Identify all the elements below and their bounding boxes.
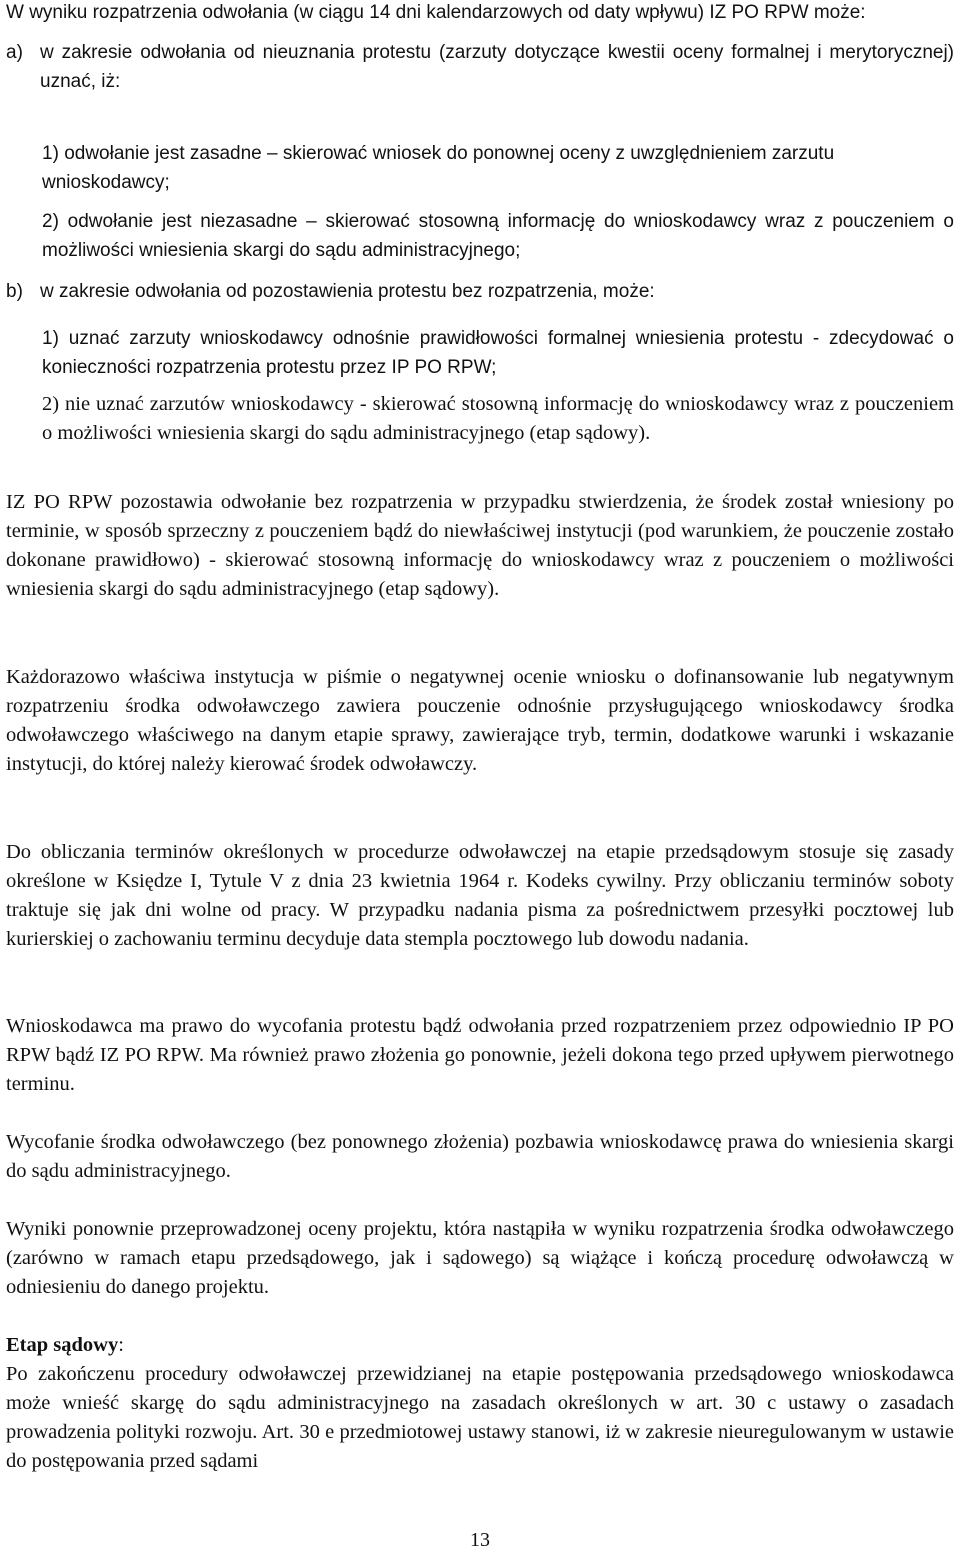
section-a-item-2-text: odwołanie jest niezasadne – skierować stosowną informację do wnioskodawcy wraz z pouczeniem o możliwości wniesienia skargi do sądu administracyjnego; [42, 211, 954, 261]
paragraph-5: Wycofanie środka odwoławczego (bez ponownego złożenia) pozbawia wnioskodawcę prawa do wniesienia skargi do sądu administracyjnego. [6, 1131, 954, 1182]
section-b-item-2-num: 2) [42, 393, 60, 415]
section-a-label: a) [6, 42, 23, 63]
etap-heading: Etap sądowy [6, 1334, 119, 1356]
section-a-item-1-text: odwołanie jest zasadne – skierować wniosek do ponownej oceny z uwzględnieniem zarzutu wnioskodawcy; [42, 143, 835, 193]
intro-paragraph: W wyniku rozpatrzenia odwołania (w ciągu 14 dni kalendarzowych od daty wpływu) IZ PO RPW może: [6, 2, 866, 23]
section-b-text: w zakresie odwołania od pozostawienia protestu bez rozpatrzenia, może: [40, 281, 655, 302]
paragraph-6: Wyniki ponownie przeprowadzonej oceny projektu, która nastąpiła w wyniku rozpatrzenia środka odwoławczego (zarówno w ramach etapu przedsądowego, jak i sądowego) są wiążące i kończą procedurę odwoławczą w odniesieniu do danego projektu. [6, 1218, 954, 1298]
section-a-item-1 [42, 139, 954, 197]
etap-heading-line [6, 1331, 954, 1360]
section-b-item-1 [42, 324, 954, 382]
section-a-text: w zakresie odwołania od nieuznania protestu (zarzuty dotyczące kwestii oceny formalnej i merytorycznej) uznać, iż: [40, 42, 954, 92]
paragraph-2: Każdorazowo właściwa instytucja w piśmie o negatywnej ocenie wniosku o dofinansowanie lub negatywnym rozpatrzeniu środka odwoławczego zawiera pouczenie odnośnie przysługującego wnioskodawcy środka odwoławczego właściwego na danym etapie sprawy, zawierające tryb, termin, dodatkowe warunki i wskazanie instytucji, do której należy kierować środek odwoławczy. [6, 666, 954, 775]
section-b-label: b) [6, 281, 23, 302]
section-a-item-2 [42, 207, 954, 265]
etap-text: Po zakończenu procedury odwoławczej przewidzianej na etapie postępowania przedsądowego wnioskodawca może wnieść skargę do sądu administracyjnego na zasadach określonych w art. 30 c ustawy o zasadach prowadzenia polityki rozwoju. Art. 30 e przedmiotowej ustawy stanowi, iż w zakresie nieuregulowanym w ustawie do postępowania przed sądami [6, 1363, 954, 1472]
section-b-item-1-num: 1) [42, 328, 59, 349]
section-b-item-1-text: uznać zarzuty wnioskodawcy odnośnie prawidłowości formalnej wniesienia protestu - zdecydować o konieczności rozpatrzenia protestu przez IP PO RPW; [42, 328, 955, 378]
section-b-item-2 [42, 390, 954, 448]
paragraph-4: Wnioskodawca ma prawo do wycofania protestu bądź odwołania przed rozpatrzeniem przez odpowiednio IP PO RPW bądź IZ PO RPW. Ma również prawo złożenia go ponownie, jeżeli dokona tego przed upływem pierwotnego terminu. [6, 1015, 954, 1095]
paragraph-3: Do obliczania terminów określonych w procedurze odwoławczej na etapie przedsądowym stosuje się zasady określone w Księdze I, Tytule V z dnia 23 kwietnia 1964 r. Kodeks cywilny. Przy obliczaniu terminów soboty traktuje się jak dni wolne od pracy. W przypadku nadania pisma za pośrednictwem przesyłki pocztowej lub kurierskiej o zachowaniu terminu decyduje data stempla pocztowego lub dowodu nadania. [6, 841, 954, 950]
section-a-item-2-num: 2) [42, 211, 59, 232]
paragraph-1: IZ PO RPW pozostawia odwołanie bez rozpatrzenia w przypadku stwierdzenia, że środek został wniesiony po terminie, w sposób sprzeczny z pouczeniem bądź do niewłaściwej instytucji (pod warunkiem, że pouczenie zostało dokonane prawidłowo) - skierować stosowną informację do wnioskodawcy wraz z pouczeniem o możliwości wniesienia skargi do sądu administracyjnego (etap sądowy). [6, 491, 954, 600]
etap-heading-colon: : [118, 1334, 124, 1356]
section-a-item-1-num: 1) [42, 143, 59, 164]
page-number: 13 [470, 1529, 490, 1551]
section-b-item-2-text: nie uznać zarzutów wnioskodawcy - skierować stosowną informację do wnioskodawcy wraz z pouczeniem o możliwości wniesienia skargi do sądu administracyjnego (etap sądowy). [42, 393, 954, 444]
